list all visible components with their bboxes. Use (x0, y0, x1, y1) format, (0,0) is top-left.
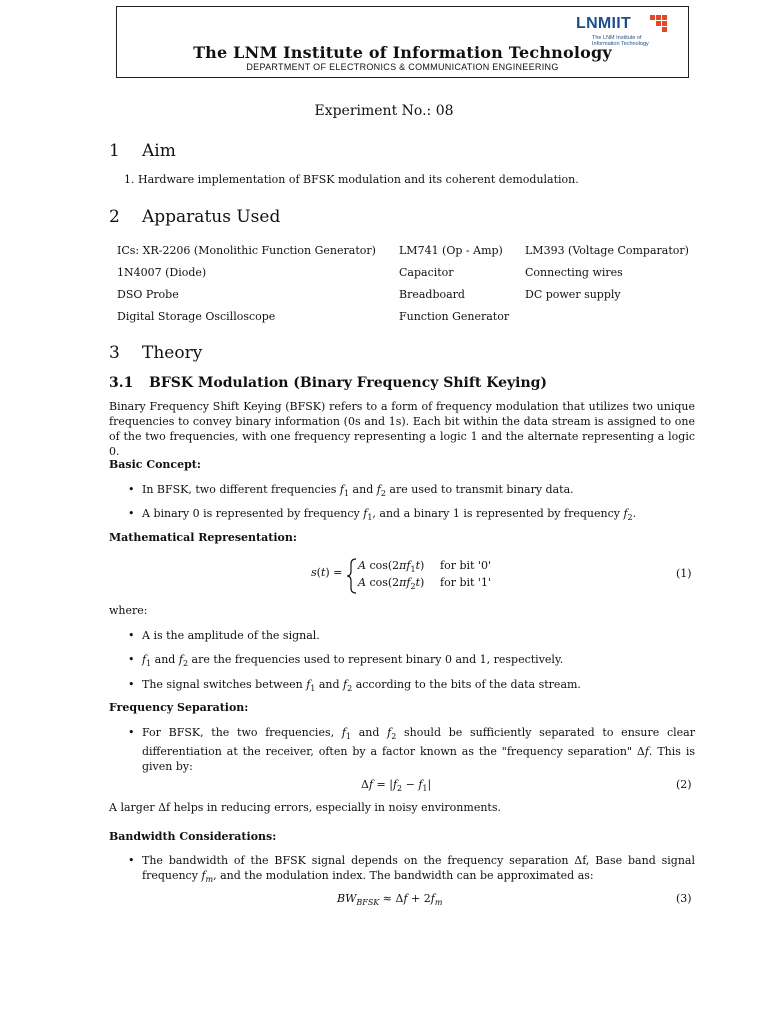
apparatus-cell: Function Generator (399, 310, 510, 323)
apparatus-cell: ICs: XR-2206 (Monolithic Function Generator) (117, 244, 376, 257)
subsection-bfsk-heading: 3.1 BFSK Modulation (Binary Frequency Shift Keying) (109, 375, 548, 391)
header-box (116, 6, 689, 78)
math-rep-label: Mathematical Representation: (109, 531, 297, 544)
institute-name: The LNM Institute of Information Technology (193, 43, 612, 62)
equation-1-case-2: A $\cos(2\pi f_2t)$ (358, 576, 425, 592)
larger-df-text: A larger Δf helps in reducing errors, especially in noisy environments. (109, 801, 501, 814)
apparatus-cell: LM741 (Op - Amp) (399, 244, 503, 257)
equation-number: (2) (676, 778, 692, 791)
section-aim-heading: 1 Aim (109, 141, 176, 161)
logo-subtext: The LNM Institute of Information Technology (592, 35, 649, 47)
equation-1-case-1: A $\cos(2\pi f_1t)$ (358, 559, 425, 575)
list-item: • The signal switches between $f_1$ and $f_2$ according to the bits of the data stream. (128, 678, 581, 694)
equation-number: (1) (676, 567, 692, 580)
aim-item: 1. Hardware implementation of BFSK modulation and its coherent demodulation. (124, 173, 579, 186)
list-item: • In BFSK, two different frequencies $f_1$ and $f_2$ are used to transmit binary data. (128, 483, 574, 499)
apparatus-cell: 1N4007 (Diode) (117, 266, 207, 279)
department-name: DEPARTMENT OF ELECTRONICS & COMMUNICATION ENGINEERING (246, 62, 559, 72)
apparatus-cell: Digital Storage Oscilloscope (117, 310, 276, 323)
equation-brace (346, 558, 358, 594)
list-item: • A is the amplitude of the signal. (128, 629, 320, 642)
equation-number: (3) (676, 892, 692, 905)
basic-concept-label: Basic Concept: (109, 458, 201, 471)
apparatus-cell: Capacitor (399, 266, 454, 279)
equation-1-case-2-cond: for bit '1' (440, 576, 491, 589)
section-theory-heading: 3 Theory (109, 343, 203, 363)
list-item: • For BFSK, the two frequencies, $f_1$ and $f_2$ should be sufficiently separated to ensure clear differentiation at the receiver, often by a factor known as the "frequency separation" Δf. This is given by: (128, 726, 695, 774)
list-item: • A binary 0 is represented by frequency $f_1$, and a binary 1 is represented by frequency $f_2$. (128, 507, 637, 523)
list-item: • The bandwidth of the BFSK signal depends on the frequency separation Δf, Base band signal frequency $f_m$, and the modulation index. The bandwidth can be approximated as: (128, 854, 695, 885)
apparatus-cell: LM393 (Voltage Comparator) (525, 244, 689, 257)
where-label: where: (109, 604, 148, 617)
apparatus-cell: Breadboard (399, 288, 465, 301)
section-apparatus-heading: 2 Apparatus Used (109, 207, 281, 227)
equation-1-lhs: s(t) = (311, 566, 343, 579)
apparatus-cell: DC power supply (525, 288, 621, 301)
equation-3: $BW_{BFSK} \approx \Delta f + 2f_m$ (337, 892, 443, 908)
logo-text: LNMIIT (576, 15, 632, 32)
list-item: • $f_1$ and $f_2$ are the frequencies used to represent binary 0 and 1, respectively. (128, 653, 564, 669)
apparatus-cell: Connecting wires (525, 266, 623, 279)
logo-grid-icon (650, 15, 672, 33)
bfsk-intro-paragraph: Binary Frequency Shift Keying (BFSK) refers to a form of frequency modulation that utilizes two unique frequencies to convey binary information (0s and 1s). Each bit within the data stream is assigned to one of the two frequencies, with one frequency representing a logic 1 and the alternate representing a logic 0. (109, 400, 695, 458)
equation-2: $\Delta f = |f_2 - f_1|$ (361, 778, 432, 794)
experiment-number: Experiment No.: 08 (314, 103, 454, 119)
equation-1-case-1-cond: for bit '0' (440, 559, 491, 572)
apparatus-cell: DSO Probe (117, 288, 179, 301)
bandwidth-label: Bandwidth Considerations: (109, 830, 277, 843)
freq-sep-label: Frequency Separation: (109, 701, 249, 714)
